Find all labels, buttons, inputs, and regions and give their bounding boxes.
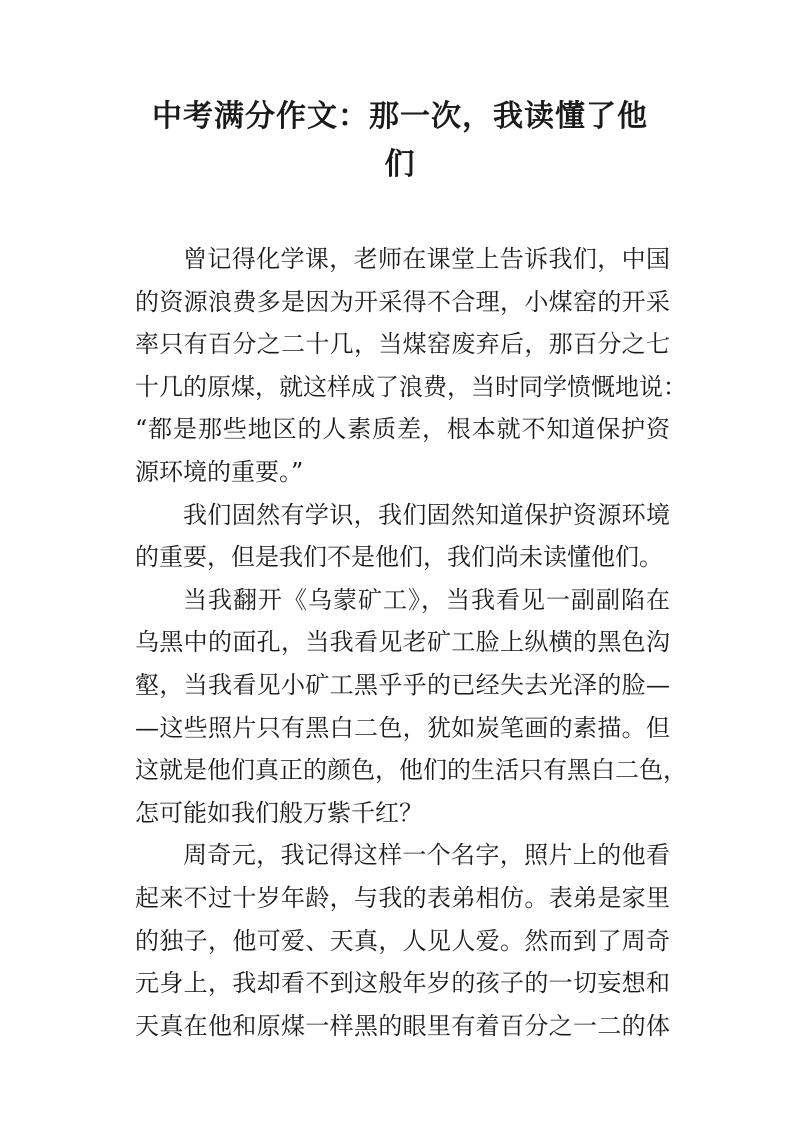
essay-line: 率只有百分之二十几，当煤窑废弃后，那百分之七 (135, 330, 670, 359)
essay-line: 我们固然有学识，我们固然知道保护资源环境 (183, 500, 670, 529)
essay-line: 十几的原煤，就这样成了浪费，当时同学愤慨地说： (135, 372, 687, 401)
essay-line: 的独子，他可爱、天真，人见人爱。然而到了周奇 (135, 926, 670, 955)
essay-line: 的重要，但是我们不是他们，我们尚未读懂他们。 (135, 543, 663, 572)
essay-title (120, 93, 680, 189)
essay-title-line: 中考满分作文：那一次，我读懂了他 (152, 99, 648, 134)
essay-line: 天真在他和原煤一样黑的眼里有着百分之一二的体 (135, 1011, 670, 1040)
essay-line: 这就是他们真正的颜色，他们的生活只有黑白二色， (135, 756, 687, 785)
essay-line: 周奇元，我记得这样一个名字，照片上的他看 (183, 841, 670, 870)
essay-line: “都是那些地区的人素质差，根本就不知道保护资 (135, 415, 670, 444)
essay-line: 源环境的重要。” (135, 457, 304, 486)
essay-line: 壑，当我看见小矿工黑乎乎的已经失去光泽的脸— (135, 670, 670, 699)
essay-line: 元身上，我却看不到这般年岁的孩子的一切妄想和 (135, 969, 670, 998)
essay-line: 曾记得化学课，老师在课堂上告诉我们，中国 (183, 245, 670, 273)
essay-line: 当我翻开《乌蒙矿工》，当我看见一副副陷在 (183, 585, 670, 614)
essay-line: 的资源浪费多是因为开采得不合理，小煤窑的开采 (135, 287, 670, 316)
essay-line: 起来不过十岁年龄，与我的表弟相仿。表弟是家里 (135, 883, 670, 912)
essay-line: 乌黑中的面孔，当我看见老矿工脸上纵横的黑色沟 (135, 628, 670, 657)
essay-line: —这些照片只有黑白二色，犹如炭笔画的素描。但 (135, 713, 670, 742)
essay-title-line: 们 (384, 147, 416, 182)
essay-body (135, 238, 687, 1047)
essay-line: 怎可能如我们般万紫千红？ (135, 798, 423, 827)
